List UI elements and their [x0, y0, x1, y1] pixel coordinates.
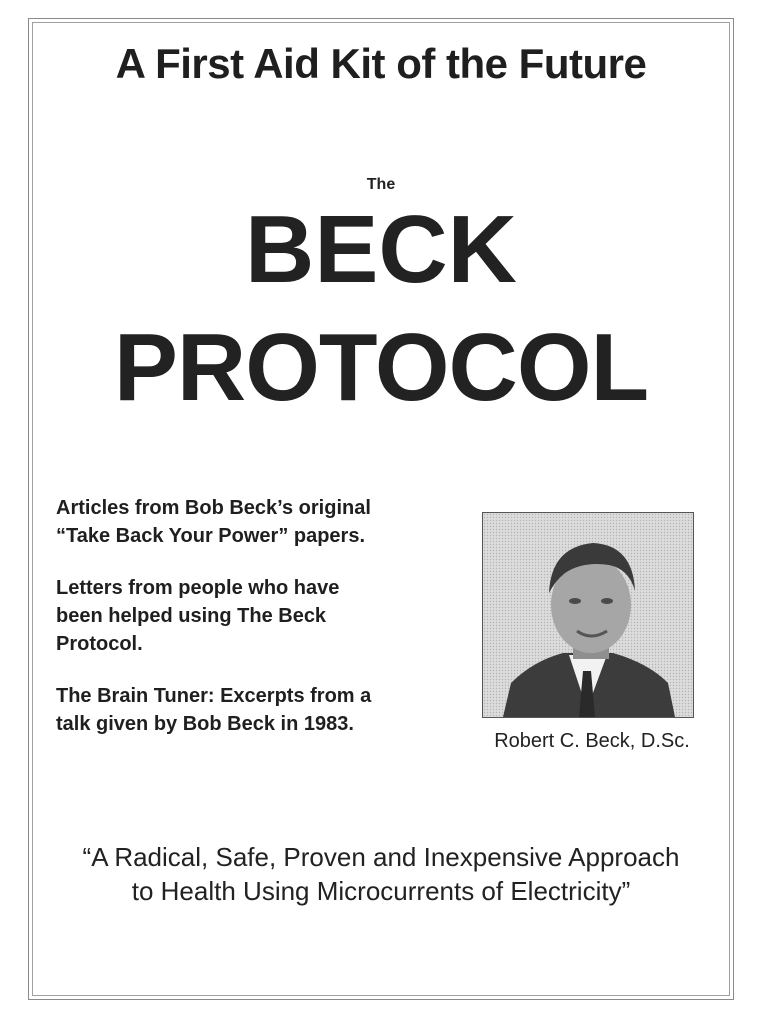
title-line-protocol: PROTOCOL — [113, 314, 649, 421]
tagline-quote: “A Radical, Safe, Proven and Inexpensive Approach to Health Using Microcurrents of Electricity” — [82, 842, 680, 906]
title-article: The — [366, 176, 396, 193]
contents-item-articles: Articles from Bob Beck’s original “Take Back Your Power” papers. — [56, 497, 371, 547]
contents-item-brain-tuner: The Brain Tuner: Excerpts from a talk given by Bob Beck in 1983. — [56, 685, 372, 735]
portrait-caption: Robert C. Beck, D.Sc. — [494, 730, 690, 752]
cover-headline: A First Aid Kit of the Future — [115, 40, 647, 87]
title-line-beck: BECK — [244, 196, 517, 303]
contents-item-letters: Letters from people who have been helped using The Beck Protocol. — [56, 577, 340, 655]
author-portrait — [482, 512, 694, 718]
contents-list — [56, 494, 466, 762]
